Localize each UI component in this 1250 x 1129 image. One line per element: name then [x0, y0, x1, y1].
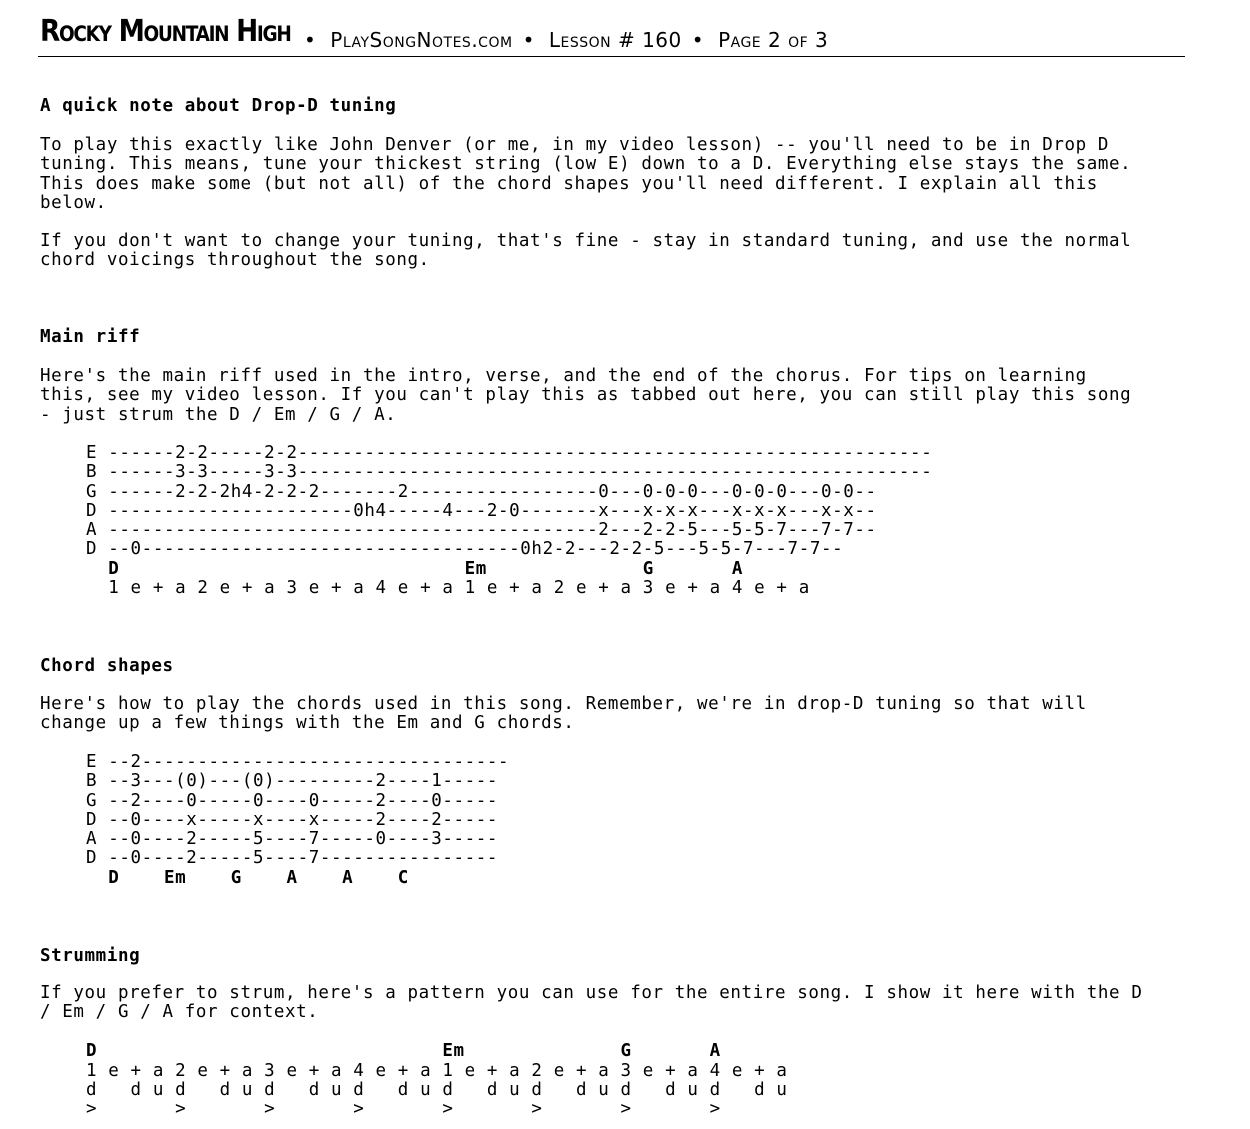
page-number: Page 2 of 3: [718, 28, 829, 52]
chord-shapes-paragraph: Here's how to play the chords used in this song. Remember, we're in drop-D tuning so that will change up a few things with the Em and G chords.: [40, 694, 1087, 734]
separator-dot: •: [691, 28, 705, 52]
lesson-number: Lesson # 160: [548, 28, 682, 52]
strumming-accents: > > > > > > > >: [86, 1099, 721, 1119]
strumming-counts: 1 e + a 2 e + a 3 e + a 4 e + a 1 e + a 2 e + a 3 e + a 4 e + a: [86, 1061, 788, 1081]
separator-dot: •: [304, 28, 317, 52]
separator-dot: •: [522, 28, 535, 52]
header-meta: [294, 28, 828, 52]
page-header: [38, 10, 1185, 57]
drop-d-heading: A quick note about Drop-D tuning: [40, 96, 397, 116]
song-title: Rocky Mountain High: [40, 14, 291, 49]
chord-shapes-names: D Em G A A C: [86, 868, 409, 888]
drop-d-paragraph-2: If you don't want to change your tuning, that's fine - stay in standard tuning, and use the normal chord voicings throughout the song.: [40, 231, 1132, 271]
strumming-chord-names: D Em G A: [86, 1041, 721, 1061]
drop-d-paragraph-1: To play this exactly like John Denver (or me, in my video lesson) -- you'll need to be in Drop D tuning. This means, tune your thickest string (low E) down to a D. Everything else stays the same. This does make some (but not all) of the chord shapes you'll need different. I explain all this below.: [40, 135, 1132, 213]
strumming-heading: Strumming: [40, 946, 141, 966]
chord-shapes-tab: E --2--------------------------------- B --3---(0)---(0)---------2----1----- G --2----0-----0----0-----2----0----- D --0----x-----x----x-----2----2----- A --0----2-----5----7-----0----3----- D --0----2-----5----7----------------: [86, 752, 510, 869]
main-riff-tab: E ------2-2-----2-2--------------------------------------------------------- B ------3-3-----3-3--------------------------------------------------------- G ------2-2-2h4-2-2-2-------2-----------------0---0-0-0---0-0-0---0-0-- D ----------------------0h4-----4---2-0-------x---x-x-x---x-x-x---x-x-- A --------------------------------------------2---2-2-5---5-5-7---7-7-- D --0----------------------------------0h2-2---2-2-5---5-5-7---7-7--: [86, 443, 933, 560]
strumming-paragraph: If you prefer to strum, here's a pattern you can use for the entire song. I show it here with the D / Em / G / A for context.: [40, 983, 1143, 1023]
main-riff-paragraph: Here's the main riff used in the intro, verse, and the end of the chorus. For tips on learning this, see my video lesson. If you can't play this as tabbed out here, you can still play this song - just strum the D / Em / G / A.: [40, 366, 1132, 425]
main-riff-heading: Main riff: [40, 327, 141, 347]
main-riff-chord-names: D Em G A: [86, 559, 744, 579]
site-name: PlaySongNotes.com: [330, 28, 513, 52]
main-riff-counts: 1 e + a 2 e + a 3 e + a 4 e + a 1 e + a 2 e + a 3 e + a 4 e + a: [86, 578, 810, 598]
strumming-strokes: d d u d d u d d u d d u d d u d d u d d u d d u: [86, 1080, 788, 1100]
chord-shapes-heading: Chord shapes: [40, 656, 174, 676]
